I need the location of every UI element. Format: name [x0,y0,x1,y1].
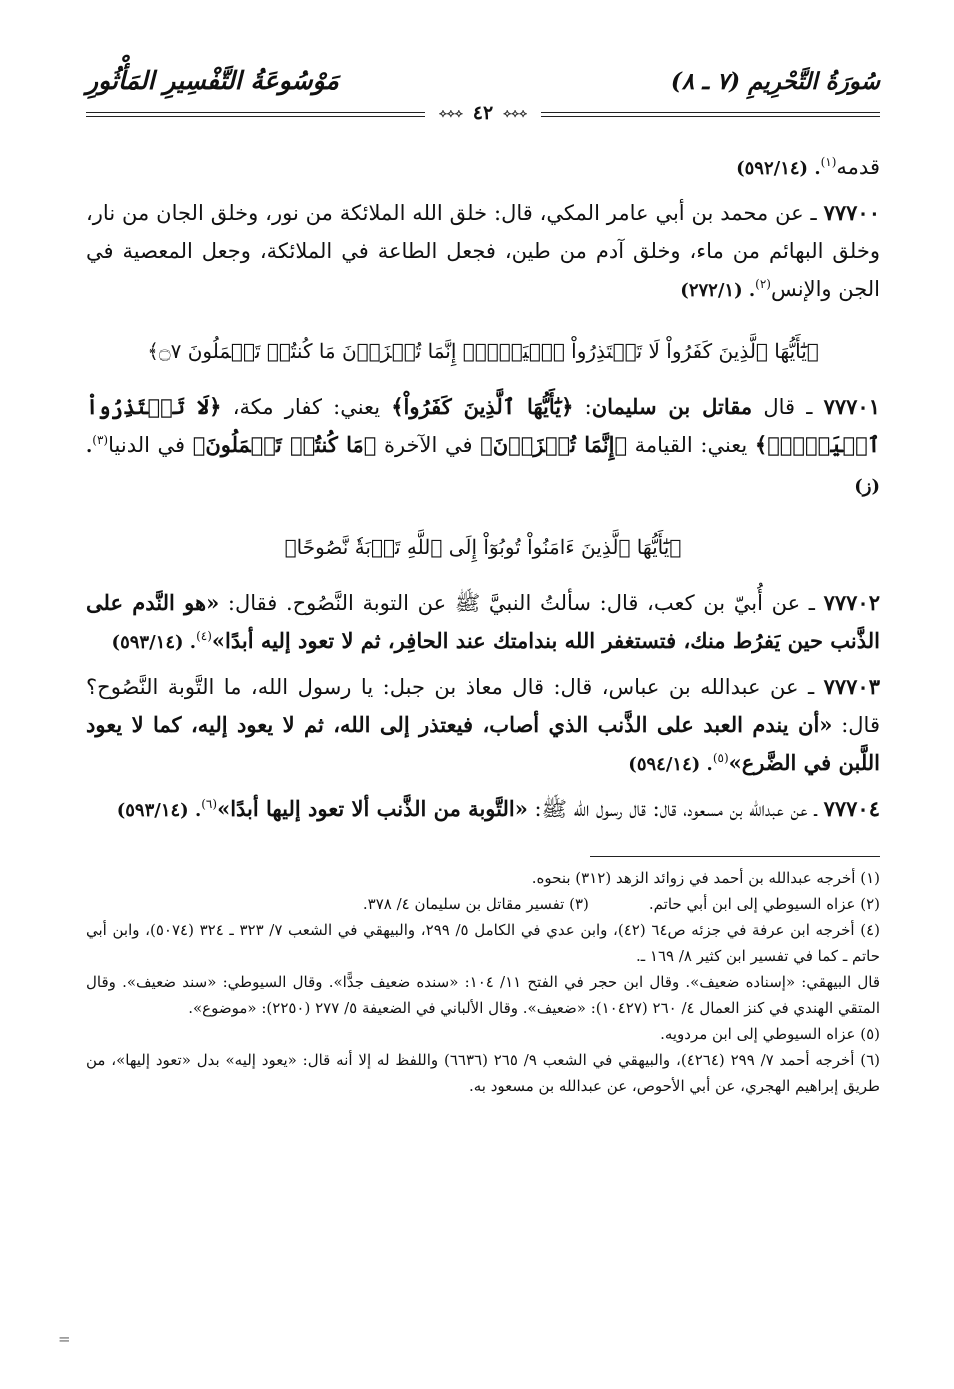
footnote-5: (٥) عزاه السيوطي إلى ابن مردويه. [660,1025,880,1043]
paragraph-77702 [86,584,880,662]
hadith-text: ـ عن عبدالله بن عباس، قال: قال معاذ بن جبل: يا رسول الله، ما التَّوبة النَّصُوح؟ قال: [86,675,880,737]
hadith-text: ـ عن أُبيّ بن كعب، قال: سألتُ النبيَّ ﷺ عن التوبة النَّصُوح. فقال: [219,591,824,615]
footnote-3: (٣) تفسير مقاتل بن سليمان ٤/ ٣٧٨. [362,895,589,913]
footnote-ref[interactable]: (١) [820,155,837,169]
page-number-box [425,102,541,124]
page-header [86,62,880,124]
quran-quote: ﴿يَٰٓأَيُّهَا ٱلَّذِينَ كَفَرُواْ﴾ [391,394,574,419]
footnote-4-grading: قال البيهقي: «إسناده ضعيف». وقال ابن حجر في الفتح ١١/ ١٠٤: «سنده ضعيف جدًّا». وقال السيوطي: «سند ضعيف». وقال المتقي الهندي في كنز العمال ٤/ ٢٦٠ (١٠٤٢٧): «ضعيف». وقال الألباني في الضعيفة ٥/ ٢٧٧ (٢٢٥٠): «موضوع». [86,973,880,1017]
footnote-6: (٦) أخرجه أحمد ٧/ ٢٩٩ (٤٢٦٤)، والبيهقي في الشعب ٩/ ٢٦٥ (٦٦٣٦) واللفظ له إلا أنه قال: «يعود إليه» بدل «تعود إليها»، من طريق إبراهيم الهجري، عن أبي الأحوص، عن عبدالله بن مسعود به. [86,1051,881,1095]
footnote-ref[interactable]: (٤) [196,629,212,643]
prophetic-saying: «هو النَّدم على الذَّنب حين يَفرُط منك، فتستغفر الله بندامتك عند الحافِر، ثم لا تعود إليه أبدًا» [86,590,880,653]
source-ref: . (ز) [86,436,880,497]
source-ref: . (٢٧٢/١) [680,280,756,301]
main-text [86,148,880,830]
footnote-ref[interactable]: (٣) [92,433,109,447]
narrator-name: مقاتل بن سليمان [591,394,753,419]
source-ref: . (٥٩٤/١٤) [628,754,713,775]
margin-mark: = [58,1330,71,1348]
hadith-number: ٧٧٧٠١ [823,394,880,419]
paragraph-77704 [86,790,880,830]
source-ref: . (٥٩٣/١٤) [111,632,197,653]
quran-verse-8: ﴿يَٰٓأَيُّهَا ٱلَّذِينَ ءَامَنُواْ تُوبُوٓاْ إِلَى ٱللَّهِ تَوۡبَةٗ نَّصُوحًا﴾ [284,535,682,559]
series-title: مَوْسُوعَةُ التَّفْسِيرِ المَأْثُورِ [86,66,339,95]
paragraph-77703 [86,668,880,784]
book-page [86,62,880,1099]
text-part: : [573,395,592,419]
footnote-2: (٢) عزاه السيوطي إلى ابن أبي حاتم. [648,895,880,913]
paragraph-77700 [86,194,880,310]
text-part: يعني: كفار مكة، [221,395,392,419]
footnote-row [86,891,880,917]
source-ref: . (٥٩٢/١٤) [736,158,821,179]
footnote-separator [590,856,880,857]
quran-quote: ﴿مَا كُنتُمۡ تَعۡمَلُونَ﴾ [192,432,377,457]
prophetic-saying: «أن يندم العبد على الذَّنب الذي أصاب، فيعتذر إلى الله، ثم لا يعود إليه، كما لا يعود اللَّبن في الضَّرع» [86,712,880,775]
text-lead: قدمه [836,155,880,179]
page-number: ٤٢ [472,102,494,124]
hadith-text: ـ عن عبدالله بن مسعود، قال: قال رسول الله ﷺ: [527,797,824,821]
quran-quote: ﴿لَا تَعۡتَذِرُواْ ٱلۡيَوۡمَۖ﴾ [86,394,881,457]
text-part: في الآخرة [376,433,481,457]
quran-verse-7: ﴿يَٰٓأَيُّهَا ٱلَّذِينَ كَفَرُواْ لَا تَعۡتَذِرُواْ ٱلۡيَوۡمَۖ إِنَّمَا تُجۡزَوۡنَ مَا كُنتُمۡ تَعۡمَلُونَ ۝٧﴾ [147,339,819,363]
hadith-number: ٧٧٧٠٣ [823,674,880,699]
hadith-number: ٧٧٧٠٠ [823,200,880,225]
paragraph-continuation [86,148,880,188]
ornament-icon: ⟡⟡⟡ [503,105,528,120]
text-part: في الدنيا [108,433,193,457]
footnote-1: (١) أخرجه عبدالله بن أحمد في زوائد الزهد (٣١٢) بنحوه. [531,869,880,887]
source-ref: . (٥٩٣/١٤) [116,800,202,821]
hadith-number: ٧٧٧٠٢ [823,590,880,615]
hadith-number: ٧٧٧٠٤ [823,796,880,821]
footnote-ref[interactable]: (٢) [755,277,771,291]
ornament-icon: ⟡⟡⟡ [438,105,463,120]
hadith-text: ـ عن محمد بن أبي عامر المكي، قال: خلق الله الملائكة من نور، وخلق الجان من نار، وخلق البهائم من ماء، وخلق آدم من طين، فجعل الطاعة في الملائكة، وجعل المعصية في الجن والإنس [86,201,880,301]
footnotes [86,865,880,1099]
quran-quote: ﴿إِنَّمَا تُجۡزَوۡنَ﴾ [480,432,628,457]
prophetic-saying: «التَّوبة من الذَّنب ألا تعود إليها أبدًا» [217,796,528,821]
paragraph-77701 [86,388,880,506]
text-part: ـ قال [752,395,824,419]
footnote-ref[interactable]: (٥) [712,751,729,765]
footnote-ref[interactable]: (٦) [201,797,218,811]
surah-title: سُورَةُ التَّحْرِيمِ (٧ ـ ٨) [670,68,880,95]
footnote-4: (٤) أخرجه ابن عرفة في جزئه ص٦٤ (٤٢)، وابن عدي في الكامل ٥/ ٢٩٩، والبيهقي في الشعب ٧/ ٣٢٣ ـ ٣٢٤ (٥٠٧٤)، وابن أبي حاتم ـ كما في تفسير ابن كثير ٨/ ١٦٩ ـ. [86,921,880,965]
text-part: يعني: القيامة [627,433,755,457]
